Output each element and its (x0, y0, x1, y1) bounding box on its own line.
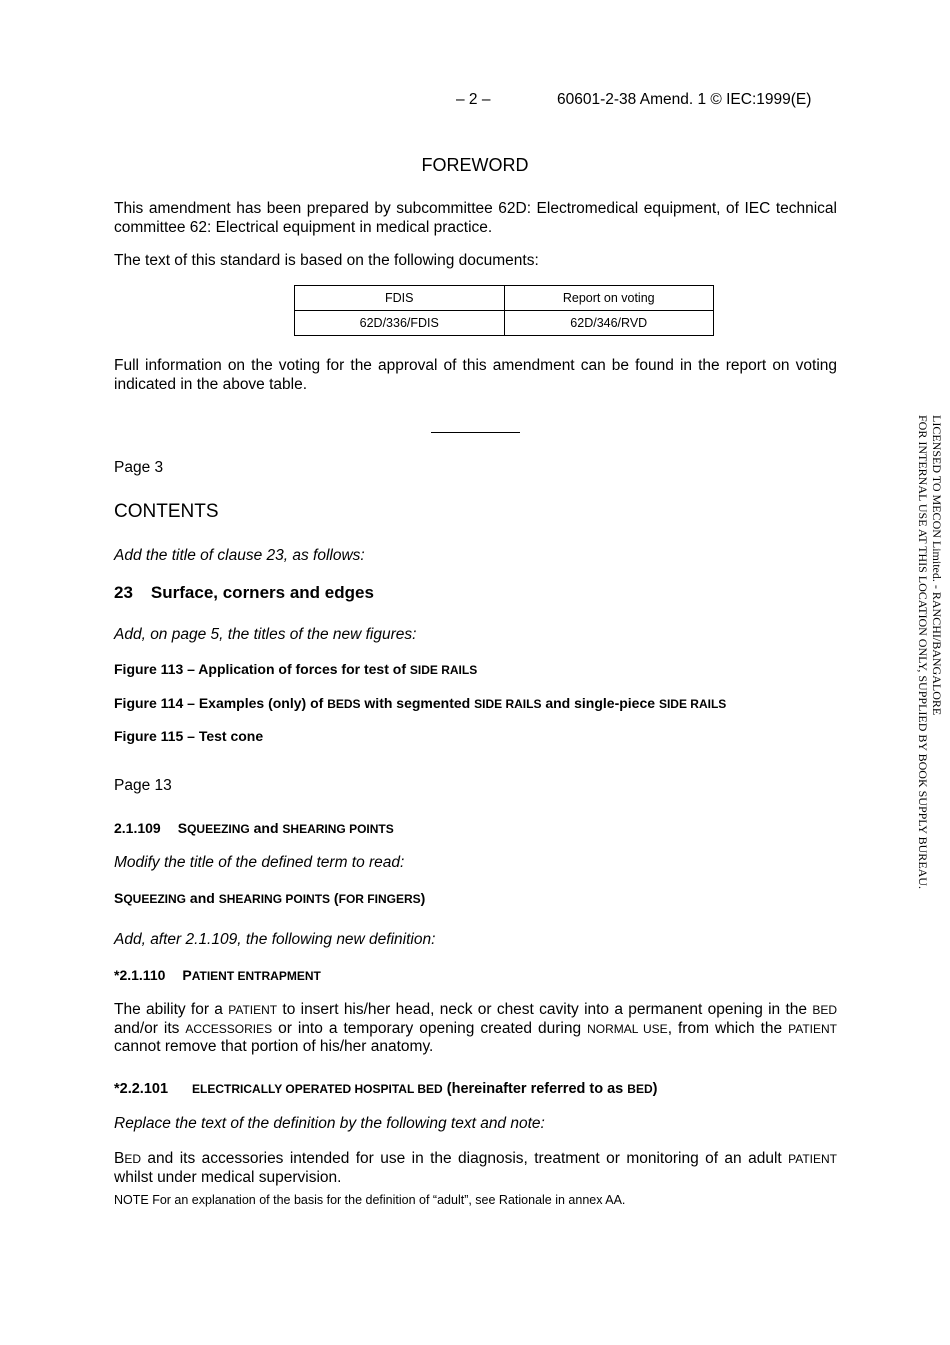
definition-text: cannot remove that portion of his/her anatomy. (114, 1038, 434, 1055)
license-stamp-line: FOR INTERNAL USE AT THIS LOCATION ONLY, SUPPLIED BY BOOK SUPPLY BUREAU. (916, 415, 930, 889)
figure-114-title (114, 695, 726, 711)
small-caps-term: ELECTRICALLY OPERATED HOSPITAL BED (192, 1082, 443, 1096)
definition-2-1-109-heading (114, 820, 394, 836)
definition-text: whilst under medical supervision. (114, 1168, 342, 1186)
instruction-clause-23: Add the title of clause 23, as follows: (114, 547, 365, 564)
small-caps-term: SIDE RAILS (409, 663, 478, 677)
page-3-label: Page 3 (114, 459, 164, 476)
definition-text: to insert his/her head, neck or chest cavity into a permanent opening in the (277, 1001, 813, 1018)
definition-text: and/or its (114, 1019, 186, 1037)
clause-23-heading (114, 583, 374, 603)
figure-title-text: Figure 114 – Examples (only) of (114, 695, 328, 711)
definition-2-1-110-heading (114, 967, 321, 983)
voting-documents-table (294, 285, 714, 336)
foreword-paragraph-3: Full information on the voting for the approval of this amendment can be found in the report on voting indicated in the above table. (114, 357, 837, 393)
small-caps-term: SHEARING POINTS (218, 892, 331, 906)
table-row (295, 311, 714, 336)
figure-title-text: with segmented (360, 695, 475, 711)
small-caps-term: BED (812, 1003, 837, 1017)
definition-text: or into a temporary opening created during (272, 1019, 588, 1037)
foreword-title: FOREWORD (421, 155, 529, 175)
small-caps-term: BED (627, 1082, 653, 1096)
note-adult-definition: NOTE For an explanation of the basis for the definition of “adult”, see Rationale in annex AA. (114, 1193, 626, 1207)
page-13-label: Page 13 (114, 777, 172, 794)
foreword-paragraph-1: This amendment has been prepared by subcommittee 62D: Electromedical equipment, of IEC technical committee 62: Electrical equipment in medical practice. (114, 200, 837, 236)
term-connector: ) (652, 1081, 658, 1097)
definition-number: *2.2.101 (114, 1081, 169, 1097)
document-id: 60601-2-38 Amend. 1 © IEC:1999(E) (557, 91, 812, 108)
small-caps-term: SHEARING POINTS (282, 822, 394, 836)
contents-title: CONTENTS (114, 501, 219, 522)
license-stamp-line: LICENSED TO MECON Limited. - RANCHI/BANGALORE (930, 415, 944, 716)
small-caps-term: QUEEZING (187, 822, 250, 836)
section-divider (431, 432, 520, 433)
definition-text: The ability for a (114, 1001, 229, 1018)
instruction-modify-title: Modify the title of the defined term to read: (114, 854, 405, 871)
table-cell: 62D/346/RVD (504, 311, 714, 336)
definition-number: *2.1.110 (114, 967, 166, 983)
instruction-replace-definition: Replace the text of the definition by the following text and note: (114, 1115, 545, 1132)
small-caps-term: ATIENT ENTRAPMENT (191, 969, 321, 983)
definition-2-1-110-text (114, 1001, 837, 1057)
term-initial: S (177, 820, 188, 836)
instruction-new-figures: Add, on page 5, the titles of the new figures: (114, 626, 417, 643)
foreword-paragraph-2: The text of this standard is based on the following documents: (114, 252, 539, 269)
small-caps-term: SIDE RAILS (474, 697, 542, 711)
definition-2-2-101-text (114, 1150, 837, 1187)
small-caps-term: PATIENT (228, 1003, 278, 1017)
table-header-cell: FDIS (295, 286, 505, 311)
term-initial: S (114, 890, 124, 906)
definition-text: , from which the (667, 1019, 789, 1037)
small-caps-term: FOR FINGERS (338, 892, 421, 906)
figure-113-title (114, 661, 477, 677)
definition-text: and its accessories intended for use in the diagnosis, treatment or monitoring of an adult (141, 1150, 789, 1167)
page-number: – 2 – (456, 91, 491, 108)
clause-number: 23 (114, 583, 133, 602)
term-connector: and (186, 890, 219, 906)
term-connector: ) (420, 890, 426, 906)
figure-115-title: Figure 115 – Test cone (114, 728, 264, 744)
small-caps-term: BEDS (327, 697, 361, 711)
small-caps-term: PATIENT (788, 1152, 837, 1166)
table-header-row (295, 286, 714, 311)
table-header-cell: Report on voting (504, 286, 714, 311)
term-connector: (hereinafter referred to as (442, 1081, 628, 1097)
definition-number: 2.1.109 (114, 820, 161, 836)
definition-2-1-109-new-title (114, 890, 425, 906)
small-caps-term: ED (124, 1152, 142, 1166)
small-caps-term: PATIENT (788, 1021, 838, 1036)
term-initial: P (182, 967, 192, 983)
term-connector: ( (330, 890, 339, 906)
term-initial: B (114, 1150, 125, 1167)
instruction-add-definition: Add, after 2.1.109, the following new definition: (114, 931, 436, 948)
small-caps-term: ACCESSORIES (185, 1021, 273, 1036)
table-cell: 62D/336/FDIS (295, 311, 505, 336)
clause-title: Surface, corners and edges (150, 583, 374, 602)
figure-title-text: Figure 113 – Application of forces for test of (114, 661, 410, 677)
license-stamp (914, 415, 944, 935)
figure-title-text: and single-piece (541, 695, 659, 711)
small-caps-term: QUEEZING (123, 892, 187, 906)
term-connector: and (249, 820, 283, 836)
small-caps-term: SIDE RAILS (658, 697, 727, 711)
small-caps-term: NORMAL USE (587, 1021, 668, 1036)
definition-2-2-101-heading (114, 1081, 657, 1097)
